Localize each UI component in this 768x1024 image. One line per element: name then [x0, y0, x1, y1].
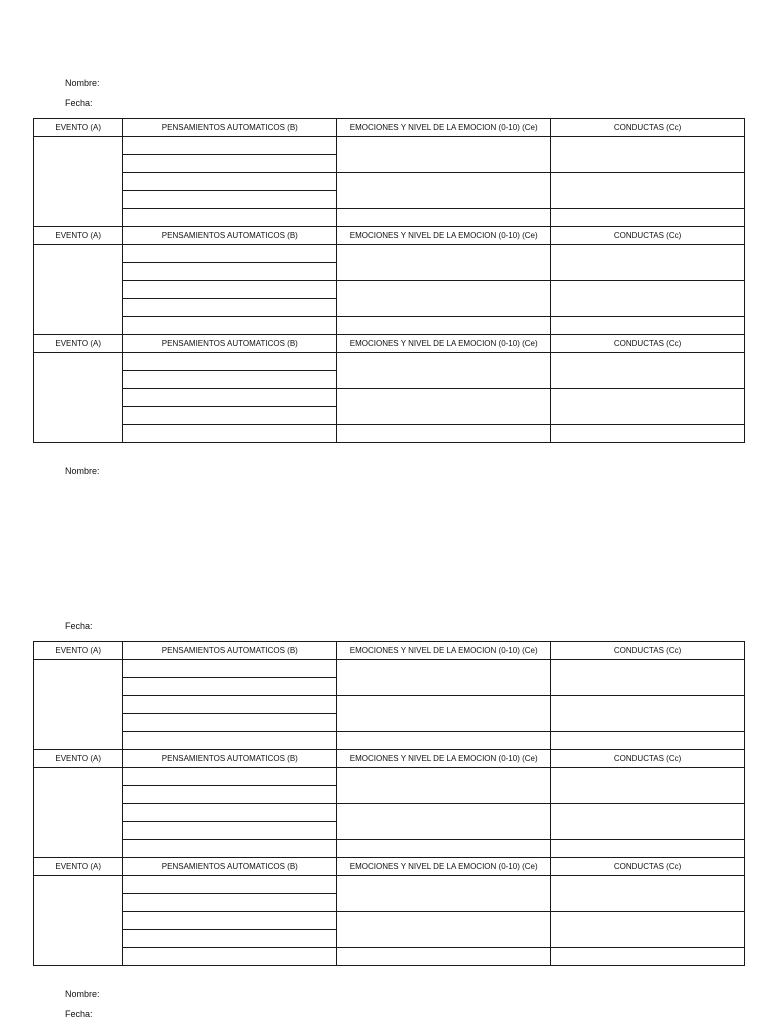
fecha-label: Fecha:: [65, 98, 93, 108]
pensamiento-cell[interactable]: [123, 912, 337, 930]
header-conductas: CONDUCTAS (Cc): [551, 119, 745, 137]
emocion-cell[interactable]: [337, 804, 551, 840]
pensamiento-cell[interactable]: [123, 894, 337, 912]
emocion-cell[interactable]: [337, 660, 551, 696]
pensamiento-cell[interactable]: [123, 930, 337, 948]
header-conductas: CONDUCTAS (Cc): [551, 335, 745, 353]
header-pensamientos: PENSAMIENTOS AUTOMATICOS (B): [123, 642, 337, 660]
pensamiento-cell[interactable]: [123, 696, 337, 714]
header-conductas: CONDUCTAS (Cc): [551, 642, 745, 660]
pensamiento-cell[interactable]: [123, 876, 337, 894]
emocion-cell[interactable]: [337, 732, 551, 750]
record-table-2: [33, 641, 745, 966]
pensamiento-cell[interactable]: [123, 948, 337, 966]
pensamiento-cell[interactable]: [123, 137, 337, 155]
header-conductas: CONDUCTAS (Cc): [551, 858, 745, 876]
header-evento: EVENTO (A): [34, 642, 123, 660]
pensamiento-cell[interactable]: [123, 407, 337, 425]
emocion-cell[interactable]: [337, 281, 551, 317]
evento-cell[interactable]: [34, 876, 123, 966]
conducta-cell[interactable]: [551, 209, 745, 227]
conducta-cell[interactable]: [551, 840, 745, 858]
emocion-cell[interactable]: [337, 317, 551, 335]
evento-cell[interactable]: [34, 660, 123, 750]
header-evento: EVENTO (A): [34, 227, 123, 245]
header-emociones: EMOCIONES Y NIVEL DE LA EMOCION (0-10) (Ce): [337, 642, 551, 660]
header-evento: EVENTO (A): [34, 750, 123, 768]
header-pensamientos: PENSAMIENTOS AUTOMATICOS (B): [123, 227, 337, 245]
emocion-cell[interactable]: [337, 389, 551, 425]
emocion-cell[interactable]: [337, 840, 551, 858]
header-evento: EVENTO (A): [34, 858, 123, 876]
nombre-label: Nombre:: [65, 78, 100, 88]
header-row: [34, 750, 745, 768]
header-pensamientos: PENSAMIENTOS AUTOMATICOS (B): [123, 335, 337, 353]
pensamiento-cell[interactable]: [123, 245, 337, 263]
pensamiento-cell[interactable]: [123, 786, 337, 804]
conducta-cell[interactable]: [551, 876, 745, 912]
pensamiento-cell[interactable]: [123, 263, 337, 281]
header-evento: EVENTO (A): [34, 335, 123, 353]
pensamiento-cell[interactable]: [123, 714, 337, 732]
conducta-cell[interactable]: [551, 425, 745, 443]
conducta-cell[interactable]: [551, 696, 745, 732]
conducta-cell[interactable]: [551, 281, 745, 317]
evento-cell[interactable]: [34, 768, 123, 858]
header-row: [34, 858, 745, 876]
emocion-cell[interactable]: [337, 425, 551, 443]
emocion-cell[interactable]: [337, 137, 551, 173]
emocion-cell[interactable]: [337, 209, 551, 227]
header-emociones: EMOCIONES Y NIVEL DE LA EMOCION (0-10) (Ce): [337, 858, 551, 876]
conducta-cell[interactable]: [551, 137, 745, 173]
header-emociones: EMOCIONES Y NIVEL DE LA EMOCION (0-10) (Ce): [337, 227, 551, 245]
conducta-cell[interactable]: [551, 245, 745, 281]
conducta-cell[interactable]: [551, 389, 745, 425]
pensamiento-cell[interactable]: [123, 804, 337, 822]
emocion-cell[interactable]: [337, 948, 551, 966]
evento-cell[interactable]: [34, 137, 123, 227]
pensamiento-cell[interactable]: [123, 155, 337, 173]
emocion-cell[interactable]: [337, 696, 551, 732]
conducta-cell[interactable]: [551, 948, 745, 966]
header-conductas: CONDUCTAS (Cc): [551, 227, 745, 245]
header-conductas: CONDUCTAS (Cc): [551, 750, 745, 768]
conducta-cell[interactable]: [551, 317, 745, 335]
pensamiento-cell[interactable]: [123, 209, 337, 227]
pensamiento-cell[interactable]: [123, 299, 337, 317]
pensamiento-cell[interactable]: [123, 353, 337, 371]
header-pensamientos: PENSAMIENTOS AUTOMATICOS (B): [123, 119, 337, 137]
pensamiento-cell[interactable]: [123, 678, 337, 696]
header-evento: EVENTO (A): [34, 119, 123, 137]
conducta-cell[interactable]: [551, 804, 745, 840]
conducta-cell[interactable]: [551, 912, 745, 948]
pensamiento-cell[interactable]: [123, 173, 337, 191]
header-row: [34, 335, 745, 353]
emocion-cell[interactable]: [337, 245, 551, 281]
fecha-label: Fecha:: [65, 621, 93, 631]
header-pensamientos: PENSAMIENTOS AUTOMATICOS (B): [123, 750, 337, 768]
nombre-label: Nombre:: [65, 466, 100, 476]
header-emociones: EMOCIONES Y NIVEL DE LA EMOCION (0-10) (Ce): [337, 335, 551, 353]
conducta-cell[interactable]: [551, 353, 745, 389]
conducta-cell[interactable]: [551, 768, 745, 804]
pensamiento-cell[interactable]: [123, 822, 337, 840]
pensamiento-cell[interactable]: [123, 317, 337, 335]
pensamiento-cell[interactable]: [123, 425, 337, 443]
header-row: [34, 119, 745, 137]
evento-cell[interactable]: [34, 353, 123, 443]
record-table-1: [33, 118, 745, 443]
emocion-cell[interactable]: [337, 768, 551, 804]
emocion-cell[interactable]: [337, 173, 551, 209]
pensamiento-cell[interactable]: [123, 191, 337, 209]
header-row: [34, 227, 745, 245]
pensamiento-cell[interactable]: [123, 768, 337, 786]
conducta-cell[interactable]: [551, 732, 745, 750]
emocion-cell[interactable]: [337, 912, 551, 948]
conducta-cell[interactable]: [551, 660, 745, 696]
header-emociones: EMOCIONES Y NIVEL DE LA EMOCION (0-10) (Ce): [337, 119, 551, 137]
conducta-cell[interactable]: [551, 173, 745, 209]
pensamiento-cell[interactable]: [123, 660, 337, 678]
pensamiento-cell[interactable]: [123, 840, 337, 858]
header-emociones: EMOCIONES Y NIVEL DE LA EMOCION (0-10) (Ce): [337, 750, 551, 768]
nombre-label: Nombre:: [65, 989, 100, 999]
header-row: [34, 642, 745, 660]
fecha-label: Fecha:: [65, 1009, 93, 1019]
pensamiento-cell[interactable]: [123, 371, 337, 389]
emocion-cell[interactable]: [337, 876, 551, 912]
emocion-cell[interactable]: [337, 353, 551, 389]
pensamiento-cell[interactable]: [123, 732, 337, 750]
evento-cell[interactable]: [34, 245, 123, 335]
pensamiento-cell[interactable]: [123, 389, 337, 407]
header-pensamientos: PENSAMIENTOS AUTOMATICOS (B): [123, 858, 337, 876]
pensamiento-cell[interactable]: [123, 281, 337, 299]
